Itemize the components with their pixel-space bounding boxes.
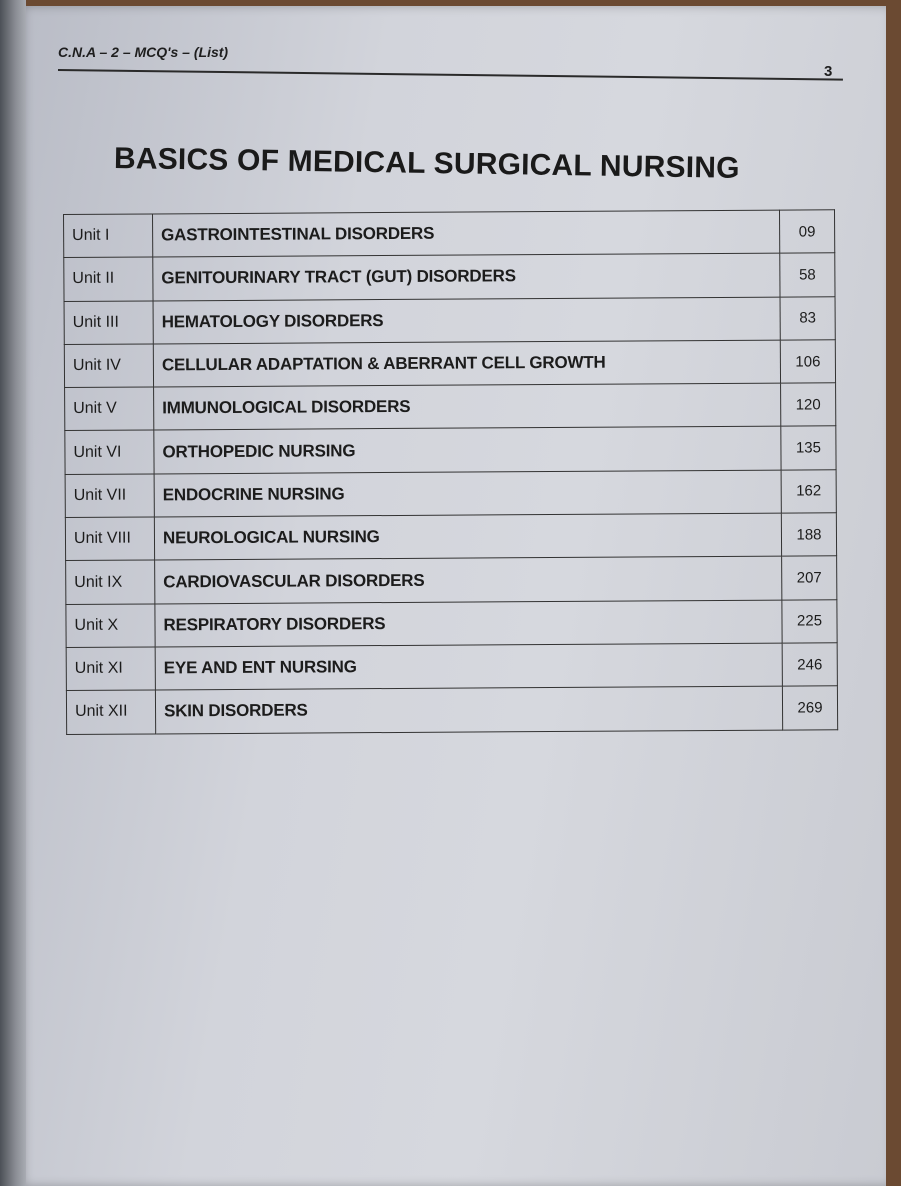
page-cell: 58 [780, 253, 835, 297]
table-row [64, 253, 835, 301]
unit-cell: Unit IX [66, 560, 155, 604]
page-cell: 83 [780, 296, 835, 340]
table-row [64, 296, 835, 344]
topic-cell: ORTHOPEDIC NURSING [154, 427, 781, 474]
page-cell: 09 [779, 210, 834, 254]
topic-cell: GASTROINTESTINAL DISORDERS [153, 210, 780, 257]
running-header: C.N.A – 2 – MCQ's – (List) [58, 44, 229, 60]
page-number: 3 [824, 63, 833, 80]
table-row [65, 470, 836, 518]
topic-cell: IMMUNOLOGICAL DISORDERS [154, 383, 781, 430]
unit-cell: Unit III [64, 301, 153, 345]
unit-cell: Unit II [64, 257, 153, 301]
table-row [64, 340, 835, 388]
page-cell: 106 [780, 340, 835, 384]
unit-cell: Unit VII [65, 474, 154, 518]
topic-cell: RESPIRATORY DISORDERS [155, 600, 782, 647]
page-cell: 120 [781, 383, 836, 427]
table-row [65, 513, 836, 561]
topic-cell: CELLULAR ADAPTATION & ABERRANT CELL GROWTH [153, 340, 780, 387]
table-row [65, 383, 836, 431]
book-page [18, 6, 886, 1186]
topic-cell: SKIN DISORDERS [155, 686, 782, 733]
topic-cell: ENDOCRINE NURSING [154, 470, 781, 517]
unit-cell: Unit V [65, 387, 154, 431]
table-row [66, 556, 837, 604]
page-cell: 162 [781, 470, 836, 514]
page-cell: 225 [782, 599, 837, 643]
table-row [66, 686, 837, 734]
topic-cell: CARDIOVASCULAR DISORDERS [155, 556, 782, 603]
topic-cell: NEUROLOGICAL NURSING [154, 513, 781, 560]
page-cell: 246 [782, 643, 837, 687]
page-cell: 188 [781, 513, 836, 557]
contents-table [63, 209, 838, 734]
unit-cell: Unit X [66, 604, 155, 648]
table-row [64, 210, 835, 258]
book-spine-edge [0, 0, 26, 1186]
topic-cell: EYE AND ENT NURSING [155, 643, 782, 690]
table-row [65, 426, 836, 474]
unit-cell: Unit IV [64, 344, 153, 388]
page-cell: 135 [781, 426, 836, 470]
page-title: BASICS OF MEDICAL SURGICAL NURSING [113, 142, 740, 185]
page-cell: 269 [782, 686, 837, 730]
unit-cell: Unit XI [66, 647, 155, 691]
unit-cell: Unit XII [66, 690, 155, 734]
table-row [66, 643, 837, 691]
page-cell: 207 [782, 556, 837, 600]
topic-cell: HEMATOLOGY DISORDERS [153, 297, 780, 344]
unit-cell: Unit VI [65, 430, 154, 474]
unit-cell: Unit I [64, 214, 153, 258]
table-row [66, 599, 837, 647]
header-divider [58, 69, 843, 81]
topic-cell: GENITOURINARY TRACT (GUT) DISORDERS [153, 253, 780, 300]
unit-cell: Unit VIII [65, 517, 154, 561]
